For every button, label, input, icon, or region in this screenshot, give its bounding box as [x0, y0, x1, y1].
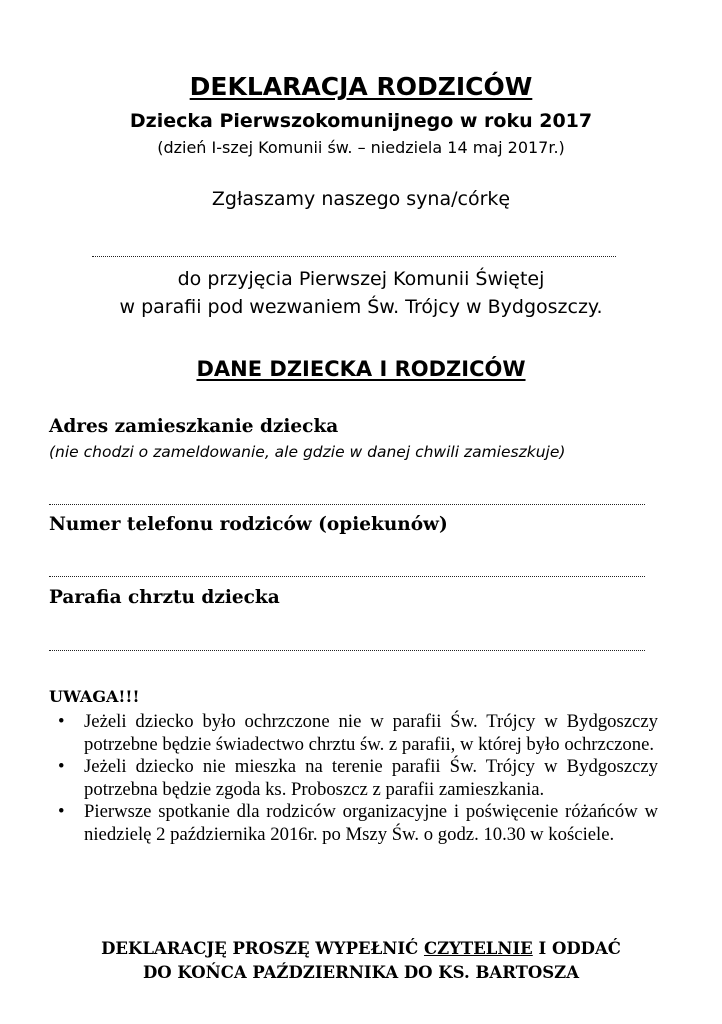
bullet-icon: •	[58, 711, 65, 732]
bullet-icon: •	[58, 801, 65, 822]
warning-list	[58, 711, 658, 846]
list-item: • Jeżeli dziecko było ochrzczone nie w parafii Św. Trójcy w Bydgoszczy potrzebne będzie świadectwo chrztu św. z parafii, w której było ochrzczone.	[58, 711, 658, 755]
section-title: DANE DZIECKA I RODZICÓW	[196, 357, 526, 381]
address-fill-line[interactable]	[49, 504, 645, 505]
phone-fill-line[interactable]	[49, 576, 645, 577]
body-line-2: w parafii pod wezwaniem Św. Trójcy w Bydgoszczy.	[119, 296, 603, 318]
list-item: • Pierwsze spotkanie dla rodziców organizacyjne i poświęcenie różańców w niedzielę 2 października 2016r. po Mszy Św. o godz. 10.30 w kościele.	[58, 801, 658, 845]
document-subtitle: Dziecka Pierwszokomunijnego w roku 2017	[129, 110, 593, 132]
footer-line-1: DEKLARACJĘ PROSZĘ WYPEŁNIĆ CZYTELNIE I ODDAĆ	[101, 939, 621, 958]
body-line-1: do przyjęcia Pierwszej Komunii Świętej	[177, 268, 545, 290]
footer-line-2: DO KOŃCA PAŹDZIERNIKA DO KS. BARTOSZA	[142, 963, 580, 982]
address-label: Adres zamieszkanie dziecka	[49, 416, 339, 437]
document-title: DEKLARACJA RODZICÓW	[189, 72, 533, 101]
baptism-parish-label: Parafia chrztu dziecka	[49, 587, 280, 608]
child-name-fill-line[interactable]	[92, 256, 616, 257]
list-item: • Jeżeli dziecko nie mieszka na terenie parafii Św. Trójcy w Bydgoszczy potrzebna będzie zgoda ks. Proboszcz z parafii zamieszkania.	[58, 756, 658, 800]
warning-title: UWAGA!!!	[49, 687, 140, 706]
phone-label: Numer telefonu rodziców (opiekunów)	[49, 514, 448, 535]
baptism-parish-fill-line[interactable]	[49, 650, 645, 651]
address-note: (nie chodzi o zameldowanie, ale gdzie w danej chwili zamieszkuje)	[49, 443, 566, 461]
intro-text: Zgłaszamy naszego syna/córkę	[211, 188, 511, 210]
communion-date-note: (dzień I-szej Komunii św. – niedziela 14 maj 2017r.)	[157, 138, 565, 157]
bullet-icon: •	[58, 756, 65, 777]
footer-emphasis: CZYTELNIE	[423, 939, 533, 958]
